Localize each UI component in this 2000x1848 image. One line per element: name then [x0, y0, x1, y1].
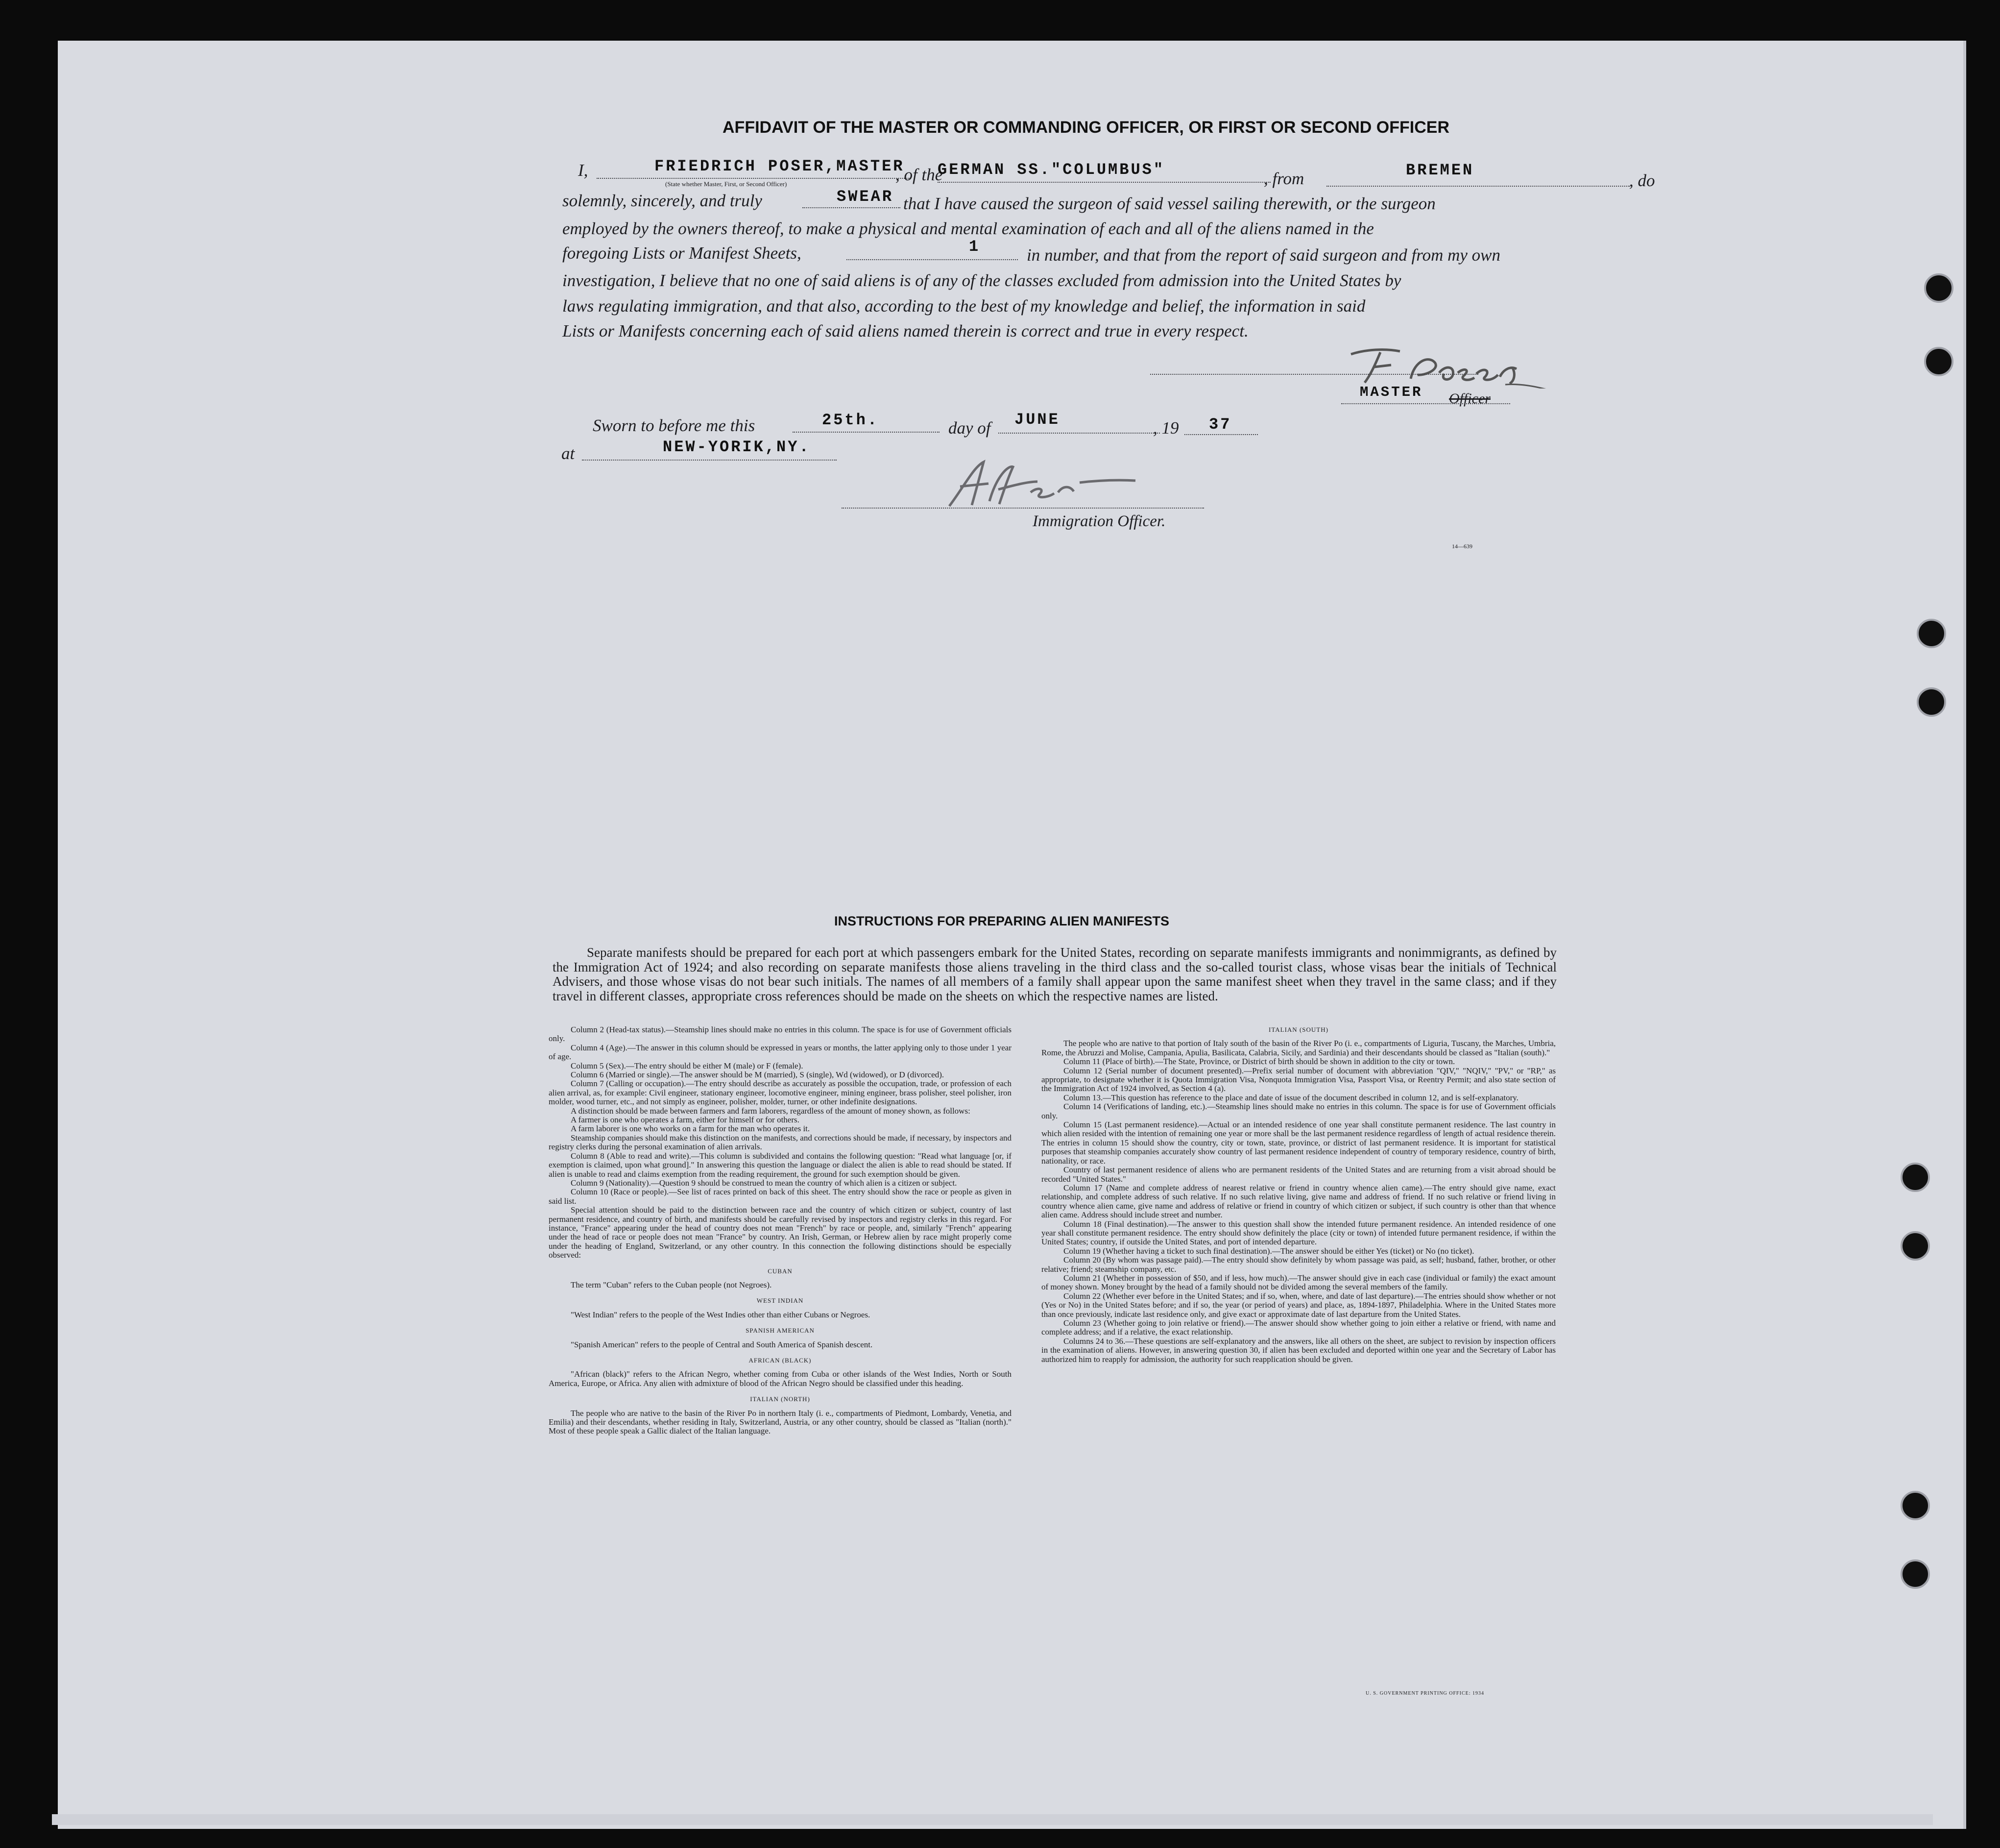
immigration-officer-line: [842, 508, 1204, 509]
punch-hole: [1924, 347, 1953, 376]
affidavit-line-4-start: foregoing Lists or Manifest Sheets,: [562, 243, 801, 263]
officer-note: (State whether Master, First, or Second Officer): [665, 180, 787, 188]
instructions-left-column: [549, 1025, 1012, 1436]
column-20-instruction: Column 20 (By whom was passage paid).—The entry should show definitely by whom passage was paid, as self; husband, father, brother, or other relative; friend; steamship company, etc.: [1041, 1255, 1556, 1274]
column-19-instruction: Column 19 (Whether having a ticket to such final destination).—The answer should be either Yes (ticket) or No (no ticket).: [1063, 1246, 1474, 1256]
punch-hole: [1901, 1163, 1930, 1192]
west-indian-text: "West Indian" refers to the people of the West Indies other than either Cubans or Negroes.: [571, 1310, 870, 1319]
master-name-line: [597, 178, 910, 179]
punch-hole: [1917, 687, 1946, 717]
sworn-month: JUNE: [1014, 411, 1060, 429]
instructions-intro: Separate manifests should be prepared for each port at which passengers embark for the United States, recording on separate manifests immigrants and nonimmigrants, as defined by the Immigration Act of 1924; and also recording on separate manifests those aliens traveling in the third class and the so-called tourist class, whose visas bear the initials of Technical Advisers, and those whose visas do not bear such initials. The names of all members of a family shall appear upon the same manifest sheet when they travel in the same class; and if they travel in different classes, appropriate cross references should be made on the sheets on which the respective names are listed.: [553, 945, 1557, 1003]
year-line: [1184, 434, 1258, 435]
oath-word: SWEAR: [837, 188, 894, 206]
affidavit-line-5: investigation, I believe that no one of said aliens is of any of the classes excluded from admission into the United States by: [562, 271, 1401, 290]
italian-south-heading: ITALIAN (SOUTH): [1269, 1026, 1328, 1033]
column-12-instruction: Column 12 (Serial number of document presented).—Prefix serial number of document with abbreviation "QIV," "NQIV," "PV," or "RP," as appropriate, to designate whether it is Quota Immigration Visa, Nonquota Immigration Visa, Passport Visa, or Reentry Permit; and also state section of the Immigration Act of 1924 involved, as Section 4 (a).: [1041, 1066, 1556, 1094]
officer-struck: Officer: [1449, 390, 1491, 407]
farmer-definition: A farmer is one who operates a farm, either for himself or for others.: [571, 1115, 799, 1125]
sworn-day: 25th.: [822, 411, 879, 429]
day-of-label: day of: [948, 418, 991, 438]
italian-south-text: The people who are native to that portion of Italy south of the basin of the River Po (i. e., compartments of Liguria, Tuscany, the Marches, Umbria, Rome, the Abruzzi and Molise, Campania, Apulia, Basilicata, Calabria, Sicily, and Sardinia) and their descendants should be classed as "Italian (south).": [1041, 1039, 1556, 1057]
race-country-note: Special attention should be paid to the distinction between race and the country of which citizen or subject, country of last permanent residence, and country of birth, and manifests should be carefully revised by inspectors and registry clerks in this regard. For instance, "France" appearing under the head of country does not mean "French" by race or people, and, similarly "French" appearing under the head of race or people does not mean "France" by country. An Irish, German, or Hebrew alien by race might properly come under the heading of England, Switzerland, or any other country. In this connection the following distinctions should be especially observed:: [549, 1205, 1012, 1260]
affidavit-line-4-rest: in number, and that from the report of said surgeon and from my own: [1027, 245, 1501, 265]
spanish-american-heading: SPANISH AMERICAN: [746, 1327, 815, 1335]
affidavit-line-2: that I have caused the surgeon of said vessel sailing therewith, or the surgeon: [903, 194, 1436, 213]
punch-hole: [1924, 273, 1953, 303]
at-label: at: [561, 444, 575, 463]
african-heading: AFRICAN (BLACK): [748, 1357, 812, 1364]
column-9-instruction: Column 9 (Nationality).—Question 9 should be construed to mean the country of which alien is a citizen or subject.: [571, 1178, 957, 1188]
column-11-instruction: Column 11 (Place of birth).—The State, Province, or District of birth should be shown in addition to the city or town.: [1063, 1057, 1455, 1067]
farm-laborer-definition: A farm laborer is one who works on a farm for the man who operates it.: [571, 1124, 810, 1134]
form-code: 14—639: [1452, 543, 1472, 550]
i-label: I,: [578, 161, 588, 180]
column-13-instruction: Column 13.—This question has reference to the place and date of issue of the document described in column 12, and is self-explanatory.: [1063, 1093, 1518, 1102]
column-6-instruction: Column 6 (Married or single).—The answer should be M (married), S (single), Wd (widowed), or D (divorced).: [571, 1070, 944, 1080]
master-signature-line: [1150, 374, 1478, 375]
column-14-instruction: Column 14 (Verifications of landing, etc.).—Steamship lines should make no entries in this column. The space is for use of Government officials only.: [1041, 1102, 1556, 1120]
african-text: "African (black)" refers to the African Negro, whether coming from Cuba or other islands of the West Indies, North or South America, Europe, or Africa. Any alien with admixture of blood of the African Negro should be classified under this heading.: [549, 1369, 1012, 1388]
farmer-distinction: A distinction should be made between farmers and farm laborers, regardless of the amount of money shown, as follows:: [571, 1106, 970, 1116]
sheet-count: 1: [969, 238, 981, 256]
columns-24-36-instruction: Columns 24 to 36.—These questions are self-explanatory and the answers, like all others on the sheet, are subject to revision by inspection officers in the examination of aliens. However, in answering question 30, if alien has been excluded and deported within one year and the Secretary of Labor has authorized him to reapply for admission, the authority for such reapplication should be given.: [1041, 1336, 1556, 1364]
sworn-day-line: [793, 432, 940, 433]
printing-office: U. S. GOVERNMENT PRINTING OFFICE: 1934: [1366, 1691, 1484, 1696]
italian-north-text: The people who are native to the basin of the River Po in northern Italy (i. e., compartments of Piedmont, Lombardy, Venetia, and Emilia) and their descendants, whether residing in Italy, Switzerland, Austria, or any other country, should be classed as "Italian (north)." Most of these people speak a Gallic dialect of the Italian language.: [549, 1408, 1012, 1436]
instructions-right-column: [1041, 1025, 1556, 1364]
italian-north-heading: ITALIAN (NORTH): [750, 1395, 810, 1403]
of-the-label: , of the: [895, 165, 943, 184]
affidavit-title: AFFIDAVIT OF THE MASTER OR COMMANDING OFFICER, OR FIRST OR SECOND OFFICER: [723, 118, 1449, 137]
sworn-place-line: [582, 460, 837, 461]
punch-hole: [1901, 1231, 1930, 1261]
instructions-title: INSTRUCTIONS FOR PREPARING ALIEN MANIFESTS: [834, 914, 1170, 928]
punch-hole: [1901, 1559, 1930, 1589]
vessel-name: GERMAN SS."COLUMBUS": [938, 161, 1165, 179]
port-name: BREMEN: [1406, 161, 1474, 179]
affidavit-line-3: employed by the owners thereof, to make a physical and mental examination of each and all of the aliens named in the: [562, 219, 1374, 238]
master-name: FRIEDRICH POSER,MASTER: [654, 157, 905, 175]
steamship-distinction: Steamship companies should make this distinction on the manifests, and corrections should be made, if necessary, by inspectors and registry clerks during the personal examination of alien arrivals.: [549, 1133, 1012, 1152]
do-label: , do: [1629, 171, 1655, 190]
column-17-instruction: Column 17 (Name and complete address of nearest relative or friend in country whence alien came).—The entry should give name, exact relationship, and complete address of such relative. If no such relative living, give name and address of friend. If no such relative or friend living in country whence alien came, give name and address of relative or friend in country of which citizen or subject, if such country is other than that whence alien came. Address should include street and number.: [1041, 1183, 1556, 1220]
west-indian-heading: WEST INDIAN: [756, 1297, 804, 1305]
punch-hole: [1901, 1491, 1930, 1520]
column-15-instruction: Column 15 (Last permanent residence).—Actual or an intended residence of one year shall constitute permanent residence. The last country in which alien resided with the intention of remaining one year or more shall be the last permanent residence regardless of length of actual residence therein. The entries in column 15 should show the country, city or town, state, province, or district of last permanent residence. It is important for statistical purposes that steamship companies accurately show country of last permanent residence independent of country of temporary residence, country of birth, nationality, or race.: [1041, 1120, 1556, 1166]
column-5-instruction: Column 5 (Sex).—The entry should be either M (male) or F (female).: [571, 1061, 803, 1070]
column-7-instruction: Column 7 (Calling or occupation).—The entry should describe as accurately as possible the occupation, trade, or profession of each alien arrival, as, for example: Civil engineer, stationary engineer, locomotive engineer, mining engineer, brass polisher, steel polisher, iron molder, wood turner, etc., and not simply as engineer, polisher, molder, turner, or other indefinite designations.: [549, 1079, 1012, 1107]
affidavit-line-6: laws regulating immigration, and that also, according to the best of my knowledge and belief, the information in said: [562, 296, 1366, 316]
column-23-instruction: Column 23 (Whether going to join relative or friend).—The answer should show whether going to join either a relative or friend, with name and complete address; and if a relative, the exact relationship.: [1041, 1318, 1556, 1337]
from-label: , from: [1264, 169, 1304, 188]
solemnly-label: solemnly, sincerely, and truly: [562, 191, 762, 210]
master-signature: [1282, 335, 1557, 389]
cuban-text: The term "Cuban" refers to the Cuban people (not Negroes).: [571, 1280, 772, 1289]
rank-line: [1341, 403, 1510, 404]
vessel-line: [938, 182, 1271, 183]
column-4-instruction: Column 4 (Age).—The answer in this column should be expressed in years or months, the latter applying only to those under 1 year of age.: [549, 1043, 1012, 1062]
rank: MASTER: [1360, 384, 1423, 400]
immigration-officer-signature: [935, 447, 1189, 511]
column-10-instruction: Column 10 (Race or people).—See list of races printed on back of this sheet. The entry should show the race or people as given in said list.: [549, 1187, 1012, 1206]
oath-line: [802, 207, 900, 208]
column-22-instruction: Column 22 (Whether ever before in the United States; and if so, when, where, and date of last departure).—The entries should show whether or not (Yes or No) in the United States before; and if so, the year (or period of years) and place, as, 1894-1897, Philadelphia. Where in the United States more than once previously, indicate last residence only, and give exact or approximate date of last departure from the United States.: [1041, 1291, 1556, 1319]
spanish-american-text: "Spanish American" refers to the people of Central and South America of Spanish descent.: [571, 1339, 873, 1349]
sworn-month-line: [998, 433, 1160, 434]
column-2-instruction: Column 2 (Head-tax status).—Steamship lines should make no entries in this column. The space is for use of Government officials only.: [549, 1025, 1012, 1044]
year-suffix: 37: [1209, 415, 1232, 434]
punch-hole: [1917, 619, 1946, 648]
cuban-heading: CUBAN: [768, 1267, 793, 1275]
sworn-place: NEW-YORIK,NY.: [663, 438, 811, 456]
column-8-instruction: Column 8 (Able to read and write).—This column is subdivided and contains the following question: "Read what language [or, if exemption is claimed, upon what ground]." In answering this question the language or dialect the alien is able to read should be stated. If alien is unable to read and claims exemption from the reading requirement, the ground for such exemption should be given.: [549, 1151, 1012, 1179]
column-18-instruction: Column 18 (Final destination).—The answer to this question shall show the intended future permanent residence. An intended residence of one year shall constitute permanent residence. The entry should show definitely the place (city or town) of intended future permanent residence, if within the United States; country, if outside the United States, and port of intended departure.: [1041, 1219, 1556, 1247]
sheet-count-line: [846, 259, 1018, 260]
affidavit-line-7: Lists or Manifests concerning each of said aliens named therein is correct and true in every respect.: [562, 321, 1249, 340]
us-residence-note: Country of last permanent residence of aliens who are permanent residents of the United States and are returning from a visit abroad should be recorded "United States.": [1041, 1165, 1556, 1184]
sworn-label: Sworn to before me this: [593, 416, 755, 435]
document-sheet: [58, 41, 1966, 1829]
year-prefix: , 19: [1153, 418, 1179, 438]
port-line: [1326, 186, 1630, 187]
column-21-instruction: Column 21 (Whether in possession of $50, and if less, how much).—The answer should give in each case (individual or family) the exact amount of money shown. Money brought by the head of a family should not be divided among the several members of the family.: [1041, 1273, 1556, 1292]
immigration-officer-label: Immigration Officer.: [1033, 512, 1166, 530]
